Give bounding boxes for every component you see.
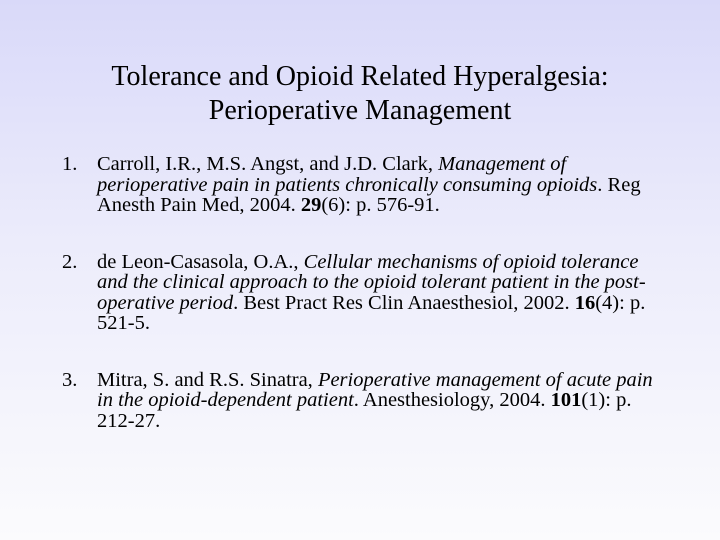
reference-journal: . Reg Anesth Pain Med, 2004. (97, 173, 641, 216)
slide-title-line-2: Perioperative Management (208, 95, 512, 126)
slide-title (0, 60, 720, 128)
reference-authors: Carroll, I.R., M.S. Angst, and J.D. Clark, (97, 153, 439, 175)
reference-item (62, 154, 672, 216)
reference-item (62, 252, 672, 334)
reference-authors: de Leon-Casasola, O.A., (97, 250, 304, 273)
reference-title: Cellular mechanisms of opioid tolerance and the clinical approach to the opioid tolerant patient in the post-operative period (97, 250, 646, 314)
reference-authors: Mitra, S. and R.S. Sinatra, (97, 368, 318, 391)
reference-number: 1. (62, 153, 78, 175)
reference-volume: 101 (550, 389, 582, 411)
reference-list (62, 154, 672, 467)
reference-item (62, 370, 672, 432)
slide-title-line-1: Tolerance and Opioid Related Hyperalgesia: (111, 61, 609, 92)
reference-title: Management of perioperative pain in patients chronically consuming opioids (97, 153, 598, 196)
reference-volume: 29 (300, 194, 322, 216)
reference-pages: (1): p. 212-27. (97, 389, 632, 432)
reference-journal: . Best Pract Res Clin Anaesthesiol, 2002. (233, 291, 575, 314)
reference-pages: (4): p. 521-5. (97, 291, 646, 334)
reference-journal: . Anesthesiology, 2004. (353, 389, 551, 411)
reference-volume: 16 (574, 291, 596, 314)
reference-title: Perioperative management of acute pain in the opioid-dependent patient (97, 368, 653, 411)
reference-number: 2. (62, 250, 78, 273)
reference-pages: (6): p. 576-91. (321, 194, 440, 216)
reference-number: 3. (62, 368, 78, 391)
